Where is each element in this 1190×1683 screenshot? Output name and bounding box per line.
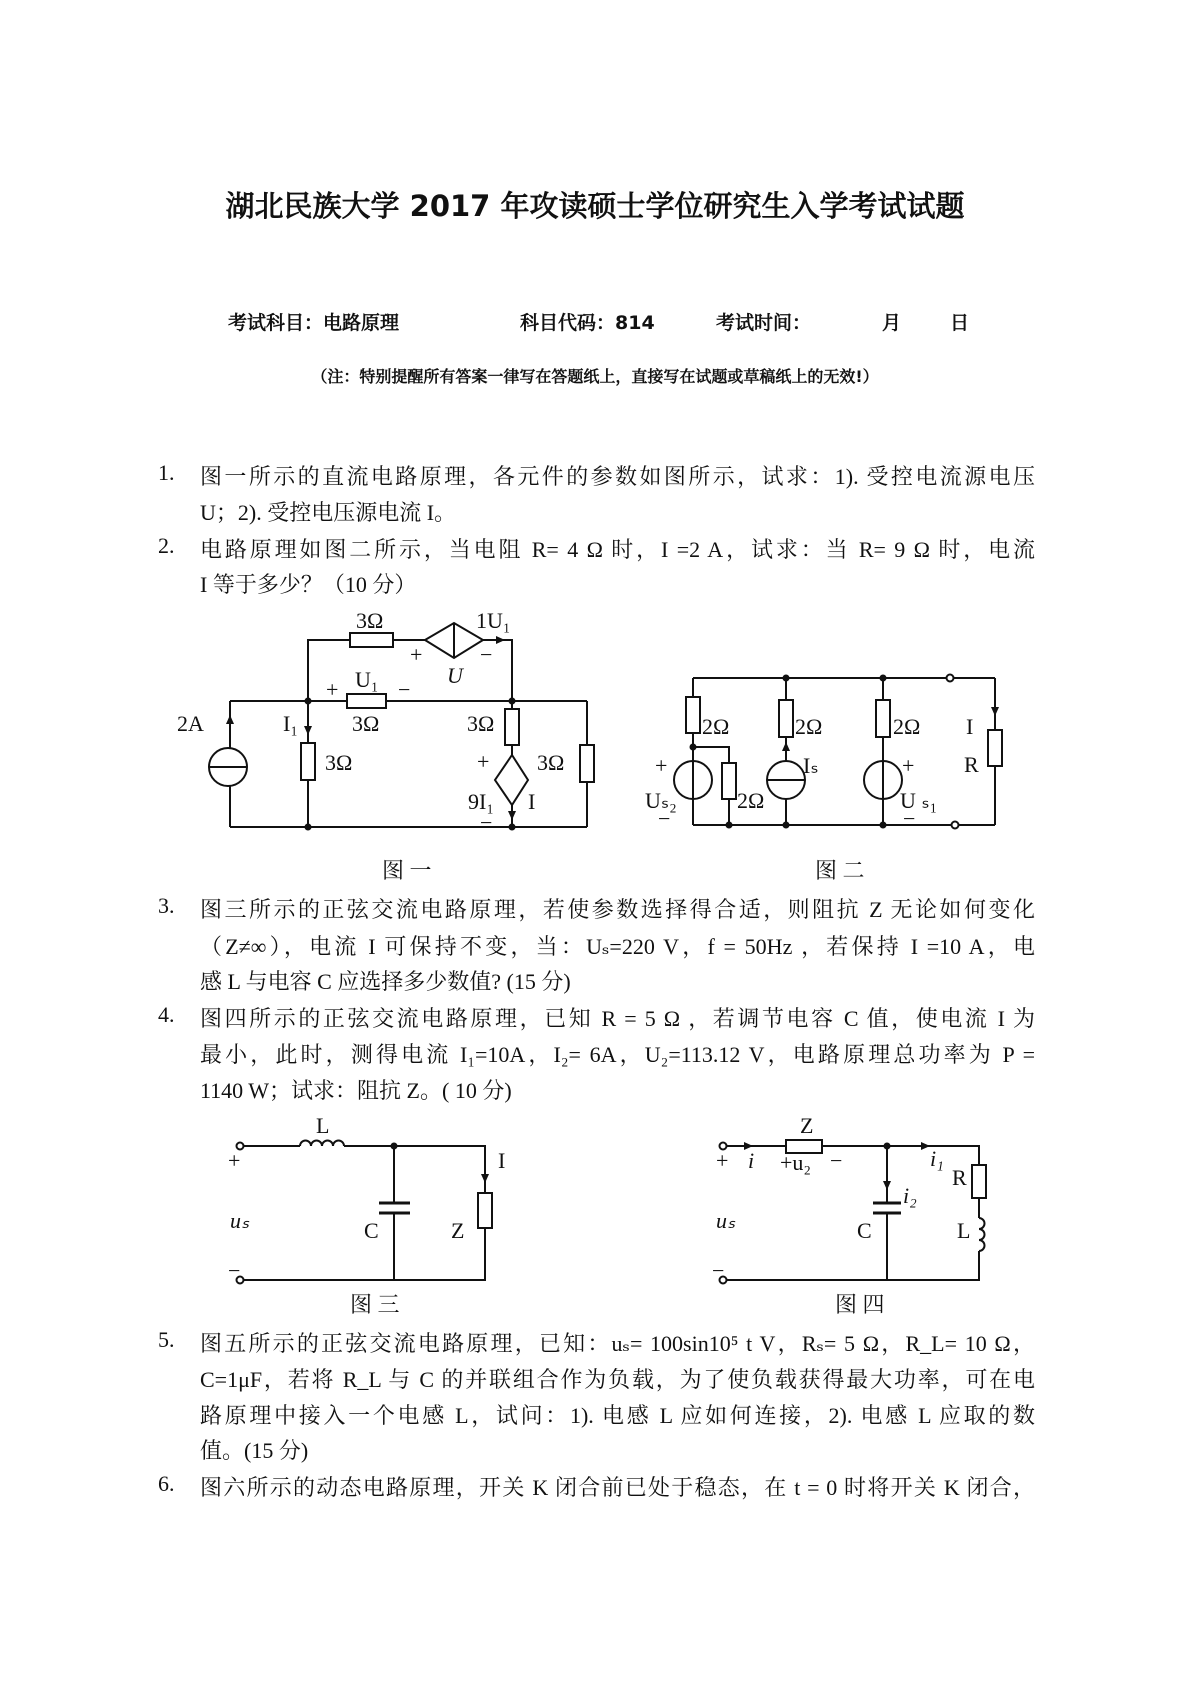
question-line: 感 L 与电容 C 应选择多少数值? (15 分) [200,969,571,994]
label: + [716,1148,729,1173]
label: 2A [177,711,204,736]
question-line: I 等于多少？（10 分） [200,572,417,597]
label: 2Ω [702,714,730,739]
question-line: 电路原理如图二所示，当电阻 R= 4 Ω 时，I =2 A，试求：当 R= 9 Ω 时，电流 [200,537,1035,562]
subject-code: 科目代码：814 [520,312,655,334]
exam-note: （注：特别提醒所有答案一律写在答题纸上，直接写在试题或草稿纸上的无效!） [311,367,879,386]
label: 2Ω [893,714,921,739]
label: uₛ [230,1208,250,1233]
question-number: 5. [158,1327,175,1352]
question-line: 最小，此时，测得电流 I₁=10A，I₂= 6A，U₂=113.12 V，电路原理总功率为 P = [200,1042,1035,1067]
label: i [748,1148,755,1173]
label: L [316,1113,330,1138]
label: I [528,789,536,814]
label: C [364,1218,379,1243]
label: − [398,677,411,702]
label: + [326,677,339,702]
label: + [228,1148,241,1173]
inductor [300,1141,344,1147]
label: Iₛ [803,753,819,778]
label: U [447,663,463,688]
exam-subject: 考试科目：电路原理 [228,312,400,334]
label: + [410,642,423,667]
label: 3Ω [537,750,565,775]
label: 3Ω [352,711,380,736]
terminal [947,675,954,682]
label: C [857,1218,872,1243]
label: 3Ω [356,608,384,633]
figure-4-circuit [712,1113,986,1284]
label: − [830,1148,843,1173]
label: + [655,753,668,778]
figure-3-caption: 图 三 [350,1292,400,1317]
question-line: （Z≠∞），电流 I 可保持不变，当：Uₛ=220 V，f = 50Hz ，若保持 I =10 A，电 [200,934,1035,959]
inductor [979,1218,985,1251]
label: + [902,753,915,778]
resistor [580,745,594,782]
question-line: 图四所示的正弦交流电路原理，已知 R = 5 Ω ，若调节电容 C 值，使电流 I 为 [200,1006,1035,1031]
question-line: C=1μF，若将 R_L 与 C 的并联组合作为负载，为了使负载获得最大功率，可在电 [200,1367,1035,1392]
label: L [957,1218,971,1243]
resistor [779,700,793,737]
figure-4-caption: 图 四 [835,1292,885,1317]
question-number: 1. [158,460,175,485]
label: 3Ω [325,750,353,775]
figure-2-circuit [645,675,1002,832]
resistor [347,694,386,708]
label: R [964,752,979,777]
label: 1U₁ [476,608,511,633]
question-line: 1140 W；试求：阻抗 Z。( 10 分) [200,1078,512,1103]
dependent-voltage-source [495,755,528,805]
resistor [301,743,315,780]
resistor [972,1165,986,1198]
resistor [722,763,736,799]
label: I [966,714,974,739]
figure-3-circuit [228,1113,505,1284]
label: − [480,642,493,667]
figure-2-caption: 图 二 [815,858,865,883]
question-line: 路原理中接入一个电感 L，试问：1). 电感 L 应如何连接，2). 电感 L 应取的数 [200,1403,1035,1428]
label: − [658,806,671,831]
resistor [876,700,890,737]
label: 9I₁ [468,789,494,814]
label: i₁ [930,1146,944,1171]
resistor [686,697,700,733]
question-line: 图三所示的正弦交流电路原理，若使参数选择得合适，则阻抗 Z 无论如何变化 [200,897,1035,922]
question-number: 4. [158,1002,175,1027]
question-number: 6. [158,1471,175,1496]
question-number: 3. [158,893,175,918]
label: + [477,749,490,774]
resistor [505,709,519,745]
label: i₂ [903,1183,917,1208]
label: U₁ [355,667,379,692]
label: 3Ω [467,711,495,736]
label: +u₂ [780,1150,812,1175]
figure-1-caption: 图 一 [382,858,432,883]
question-line: 图一所示的直流电路原理，各元件的参数如图所示，试求：1). 受控电流源电压 [200,464,1035,489]
figure-1-circuit [177,608,594,835]
resistor [350,633,393,647]
label: 2Ω [737,788,765,813]
question-line: 图六所示的动态电路原理，开关 K 闭合前已处于稳态，在 t = 0 时将开关 K 闭合， [200,1475,1035,1500]
question-line: 图五所示的正弦交流电路原理，已知：uₛ= 100sin10⁵ t V，Rₛ= 5 Ω，R_L= 10 Ω， [200,1331,1035,1356]
exam-title: 湖北民族大学 2017 年攻读硕士学位研究生入学考试试题 [225,189,965,223]
label: I [498,1148,506,1173]
resistor [988,730,1002,766]
exam-day: 日 [950,312,970,334]
label: Z [800,1113,814,1138]
exam-month: 月 [882,312,902,334]
label: U ₛ₁ [900,788,938,813]
question-number: 2. [158,533,175,558]
label: R [952,1165,967,1190]
exam-time-label: 考试时间： [716,312,812,334]
label: Z [451,1218,465,1243]
label: − [480,810,493,835]
terminal [952,822,959,829]
question-line: 值。(15 分) [200,1438,309,1463]
label: uₛ [716,1208,736,1233]
resistor [478,1193,492,1228]
label: Uₛ₂ [645,788,677,813]
label: − [712,1258,725,1283]
label: I₁ [283,711,298,736]
question-line: U；2). 受控电压源电流 I。 [200,500,457,525]
label: − [228,1258,241,1283]
label: − [903,806,916,831]
label: 2Ω [795,714,823,739]
